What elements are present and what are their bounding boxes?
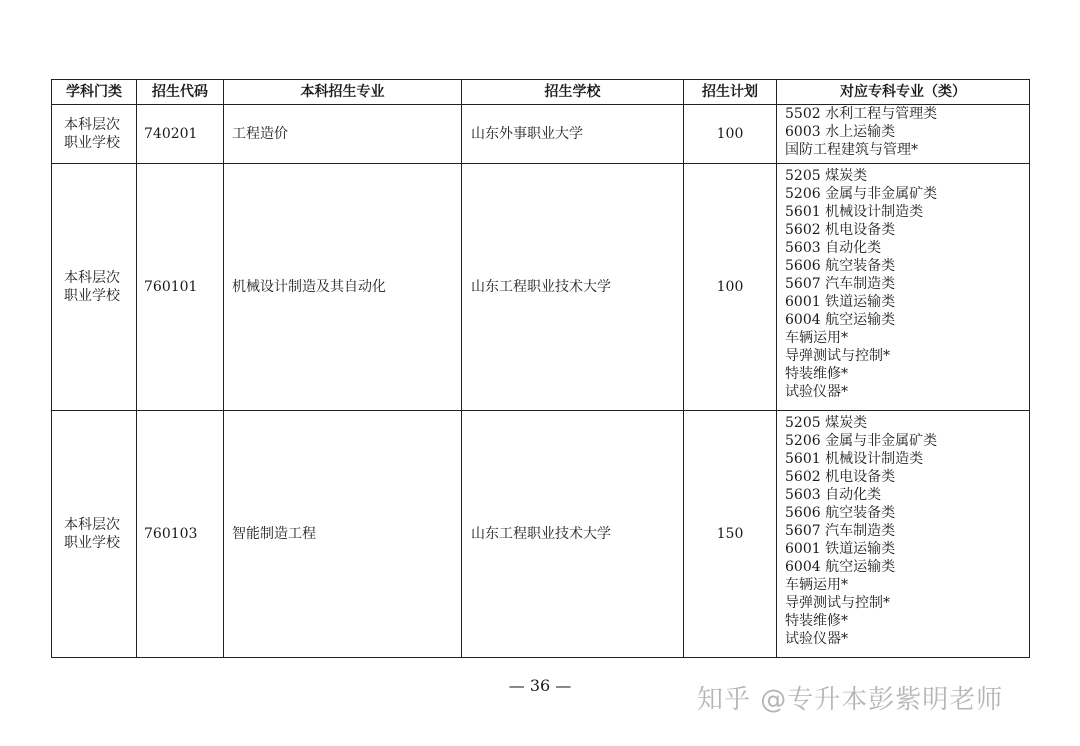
related-item: 5606 航空装备类 xyxy=(785,505,896,521)
related-item: 国防工程建筑与管理* xyxy=(785,142,918,158)
related-item: 6001 铁道运输类 xyxy=(785,294,896,310)
related-item: 5206 金属与非金属矿类 xyxy=(785,433,938,449)
cell-plan: 100 xyxy=(684,105,777,164)
related-list xyxy=(785,167,1029,401)
related-item: 5607 汽车制造类 xyxy=(785,276,896,292)
cell-category xyxy=(52,164,137,411)
cell-school: 山东工程职业技术大学 xyxy=(462,411,684,658)
cell-code: 760103 xyxy=(137,411,224,658)
page-number: — 36 — xyxy=(508,676,572,695)
table-row xyxy=(52,105,1030,164)
cell-plan: 100 xyxy=(684,164,777,411)
related-item: 5502 水利工程与管理类 xyxy=(785,106,938,122)
cell-school: 山东外事职业大学 xyxy=(462,105,684,164)
header-plan: 招生计划 xyxy=(684,80,777,105)
category-text: 本科层次职业学校 xyxy=(64,117,120,151)
header-code: 招生代码 xyxy=(137,80,224,105)
cell-related xyxy=(777,164,1030,411)
cell-category xyxy=(52,105,137,164)
related-list xyxy=(785,105,1029,159)
table-row xyxy=(52,411,1030,658)
related-item: 5206 金属与非金属矿类 xyxy=(785,186,938,202)
header-school: 招生学校 xyxy=(462,80,684,105)
related-item: 特装维修* xyxy=(785,366,848,382)
related-item: 5603 自动化类 xyxy=(785,240,882,256)
category-text: 本科层次职业学校 xyxy=(64,270,120,304)
cell-related xyxy=(777,105,1030,164)
cell-school: 山东工程职业技术大学 xyxy=(462,164,684,411)
related-item: 车辆运用* xyxy=(785,577,848,593)
cell-major: 机械设计制造及其自动化 xyxy=(224,164,462,411)
cell-code: 740201 xyxy=(137,105,224,164)
related-item: 5606 航空装备类 xyxy=(785,258,896,274)
category-text: 本科层次职业学校 xyxy=(64,517,120,551)
related-item: 特装维修* xyxy=(785,613,848,629)
cell-major: 智能制造工程 xyxy=(224,411,462,658)
table-row xyxy=(52,164,1030,411)
related-item: 5602 机电设备类 xyxy=(785,222,896,238)
related-item: 5607 汽车制造类 xyxy=(785,523,896,539)
table-header-row xyxy=(52,80,1030,105)
related-item: 导弹测试与控制* xyxy=(785,348,890,364)
related-item: 6004 航空运输类 xyxy=(785,559,896,575)
related-item: 5601 机械设计制造类 xyxy=(785,451,924,467)
related-item: 6004 航空运输类 xyxy=(785,312,896,328)
related-item: 5602 机电设备类 xyxy=(785,469,896,485)
related-item: 车辆运用* xyxy=(785,330,848,346)
related-item: 5205 煤炭类 xyxy=(785,168,868,184)
related-item: 6003 水上运输类 xyxy=(785,124,896,140)
header-major: 本科招生专业 xyxy=(224,80,462,105)
cell-category xyxy=(52,411,137,658)
related-item: 导弹测试与控制* xyxy=(785,595,890,611)
related-item: 5601 机械设计制造类 xyxy=(785,204,924,220)
header-related: 对应专科专业（类） xyxy=(777,80,1030,105)
related-item: 6001 铁道运输类 xyxy=(785,541,896,557)
related-item: 5205 煤炭类 xyxy=(785,415,868,431)
cell-code: 760101 xyxy=(137,164,224,411)
related-list xyxy=(785,414,1029,648)
cell-plan: 150 xyxy=(684,411,777,658)
cell-major: 工程造价 xyxy=(224,105,462,164)
related-item: 试验仪器* xyxy=(785,384,848,400)
enrollment-table xyxy=(51,79,1030,658)
related-item: 5603 自动化类 xyxy=(785,487,882,503)
cell-related xyxy=(777,411,1030,658)
related-item: 试验仪器* xyxy=(785,631,848,647)
watermark: 知乎 @专升本彭紫明老师 xyxy=(697,685,1004,715)
header-category: 学科门类 xyxy=(52,80,137,105)
